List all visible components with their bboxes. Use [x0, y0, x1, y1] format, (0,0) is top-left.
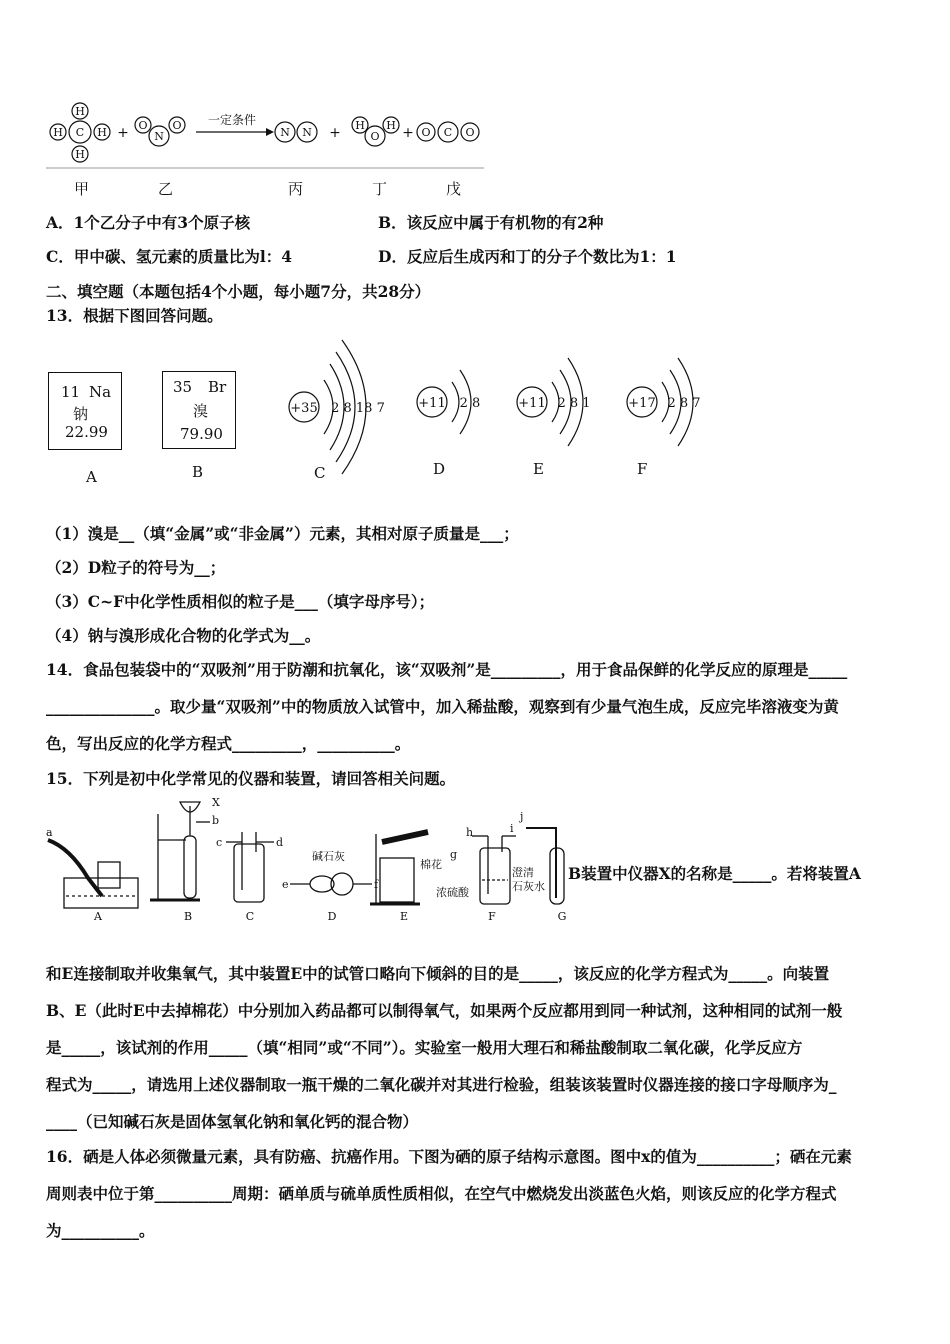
svg-text:g: g — [450, 848, 458, 861]
q14-line3: 色，写出反应的化学方程式_________，__________。 — [46, 734, 411, 753]
atom-c: C — [75, 126, 85, 139]
svg-text:2 8 18 7: 2 8 18 7 — [331, 401, 385, 416]
atom-o: O — [138, 119, 148, 132]
svg-text:O: O — [421, 126, 431, 139]
svg-text:H: H — [75, 148, 85, 161]
q13-sub4: （4）钠与溴形成化合物的化学式为__。 — [46, 626, 321, 645]
svg-text:f: f — [374, 878, 379, 891]
label-bing: 丙 — [288, 180, 304, 198]
label-e: E — [533, 460, 544, 478]
option-b: B．该反应中属于有机物的有2种 — [378, 213, 604, 232]
svg-text:2 8: 2 8 — [459, 396, 481, 411]
svg-text:C: C — [443, 126, 453, 139]
atom-n: N — [154, 130, 164, 143]
label-c: C — [314, 464, 326, 482]
label-ding: 丁 — [372, 180, 388, 198]
svg-text:2 8 7: 2 8 7 — [667, 396, 701, 411]
reaction-diagram — [44, 98, 494, 170]
q13-stem: 13．根据下图回答问题。 — [46, 306, 223, 325]
svg-text:2 8 1: 2 8 1 — [557, 396, 591, 411]
q13-sub1: （1）溴是__（填“金属”或“非金属”）元素，其相对原子质量是___； — [46, 524, 519, 543]
svg-text:B: B — [183, 910, 193, 922]
q15-line1: 和E连接制取并收集氧气，其中装置E中的试管口略向下倾斜的目的是_____，该反应的化学方程式为_____。向装置 — [46, 964, 830, 983]
label-f: F — [637, 460, 648, 478]
svg-text:H: H — [53, 126, 63, 139]
q15-line2: B、E（此时E中去掉棉花）中分别加入药品都可以制得氧气，如果两个反应都用到同一种试剂，这种相同的试剂一般 — [46, 1001, 843, 1020]
svg-text:E: E — [399, 910, 409, 922]
svg-text:D: D — [327, 910, 337, 922]
svg-text:+35: +35 — [290, 401, 318, 416]
atom-h: H — [75, 105, 85, 118]
svg-text:j: j — [520, 810, 524, 823]
label-jia: 甲 — [74, 180, 90, 198]
label-wu: 戊 — [446, 180, 462, 198]
q16-line2: 周则表中位于第__________周期：硒单质与硫单质性质相似，在空气中燃烧发出淡蓝色火焰，则该反应的化学方程式 — [46, 1184, 837, 1203]
apparatus-diagram — [40, 792, 570, 922]
label-d: D — [433, 460, 446, 478]
q15-stem: 15．下列是初中化学常见的仪器和装置，请回答相关问题。 — [46, 769, 456, 788]
q13-sub3: （3）C~F中化学性质相似的粒子是___（填字母序号）； — [46, 592, 435, 611]
svg-text:澄清: 澄清 — [512, 866, 534, 879]
q14-line1: 14．食品包装袋中的“双吸剂”用于防潮和抗氧化，该“双吸剂”是_________，用于食品保鲜的化学反应的原理是_____ — [46, 660, 848, 679]
q14-line2: ______________。取少量“双吸剂”中的物质放入试管中，加入稀盐酸，观察到有少量气泡生成，反应完毕溶液变为黄 — [46, 697, 839, 716]
svg-text:浓硫酸: 浓硫酸 — [436, 886, 469, 899]
element-card-na: 11 Na 钠 22.99 — [48, 372, 122, 450]
element-card-br: 35 Br 溴 79.90 — [162, 371, 236, 449]
plus-sign: + — [117, 125, 129, 141]
svg-text:H: H — [355, 119, 365, 132]
label-a: A — [86, 468, 97, 486]
svg-text:e: e — [282, 878, 289, 891]
svg-text:+17: +17 — [628, 396, 656, 411]
svg-text:F: F — [488, 910, 496, 922]
svg-text:d: d — [276, 836, 284, 849]
svg-text:O: O — [370, 130, 380, 143]
reaction-condition: 一定条件 — [207, 113, 257, 127]
q15-side-text: B装置中仪器X的名称是_____。若将装置A — [568, 864, 861, 883]
svg-text:棉花: 棉花 — [420, 858, 442, 871]
q16-line1: 16．硒是人体必须微量元素，具有防癌、抗癌作用。下图为硒的原子结构示意图。图中x的值为__________；硒在元素 — [46, 1147, 852, 1166]
svg-text:A: A — [94, 910, 102, 922]
svg-text:H: H — [386, 119, 396, 132]
q15-line3: 是_____，该试剂的作用_____（填“相同”或“不同”）。实验室一般用大理石和稀盐酸制取二氧化碳，化学反应方 — [46, 1038, 803, 1057]
svg-text:H: H — [97, 126, 107, 139]
label-b: B — [192, 463, 204, 481]
svg-text:+: + — [329, 125, 341, 141]
q13-sub2: （2）D粒子的符号为__； — [46, 558, 226, 577]
svg-text:C: C — [245, 910, 255, 922]
option-a: A．1个乙分子中有3个原子核 — [46, 213, 251, 232]
svg-text:O: O — [465, 126, 475, 139]
option-c: C．甲中碳、氢元素的质量比为l：4 — [46, 247, 293, 266]
svg-text:c: c — [216, 836, 223, 849]
q15-line5: ____（已知碱石灰是固体氢氧化钠和氧化钙的混合物） — [46, 1112, 419, 1131]
q15-line4: 程式为_____，请选用上述仪器制取一瓶干燥的二氧化碳并对其进行检验，组装该装置时仪器连接的接口字母顺序为_ — [46, 1075, 837, 1094]
label-yi: 乙 — [158, 180, 174, 198]
option-d: D．反应后生成丙和丁的分子个数比为1：1 — [378, 247, 677, 266]
svg-text:O: O — [172, 119, 182, 132]
svg-text:i: i — [510, 822, 514, 835]
svg-text:X: X — [212, 796, 220, 809]
svg-text:石灰水: 石灰水 — [512, 880, 545, 893]
section-title: 二、填空题（本题包括4个小题，每小题7分，共28分） — [46, 282, 431, 301]
q16-line3: 为__________。 — [46, 1221, 155, 1240]
svg-text:+11: +11 — [418, 396, 446, 411]
svg-text:N: N — [280, 126, 290, 139]
svg-text:+11: +11 — [518, 396, 546, 411]
svg-text:b: b — [212, 814, 220, 827]
svg-text:G: G — [557, 910, 567, 922]
svg-text:+: + — [402, 125, 414, 141]
svg-text:碱石灰: 碱石灰 — [312, 850, 345, 863]
svg-text:h: h — [466, 826, 474, 839]
svg-text:a: a — [46, 826, 53, 839]
atom-diagrams — [280, 330, 740, 480]
svg-text:N: N — [302, 126, 312, 139]
